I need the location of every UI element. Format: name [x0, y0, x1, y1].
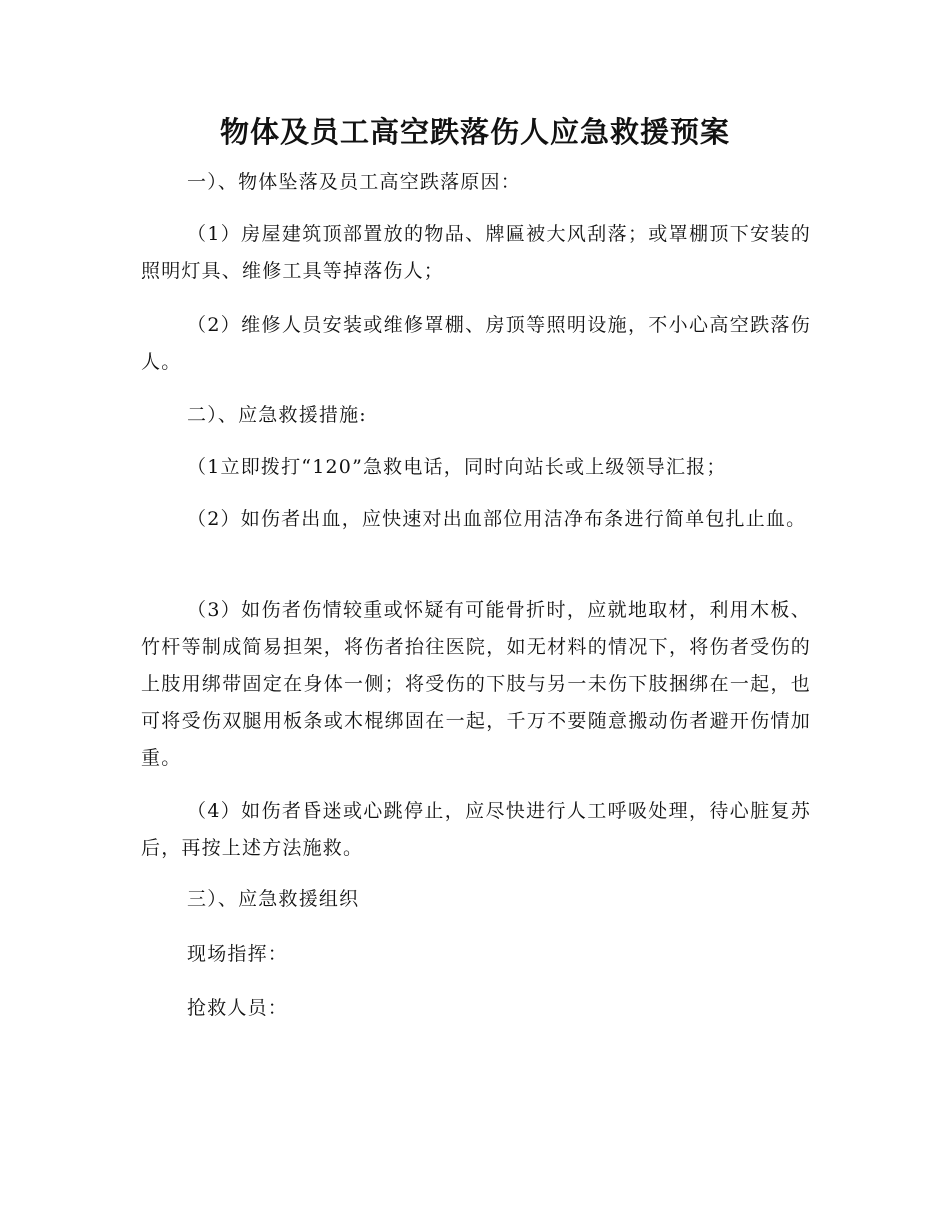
paragraph-measure-2: （2）如伤者出血，应快速对出血部位用洁净布条进行简单包扎止血。: [187, 508, 807, 530]
paragraph-measure-1: （1立即拨打“120”急救电话，同时向站长或上级领导汇报；: [187, 456, 727, 478]
paragraph-measure-4: （4）如伤者昏迷或心跳停止，应尽快进行人工呼吸处理，待心脏复苏后，再按上述方法施救。: [141, 800, 811, 859]
paragraph-measure-3: （3）如伤者伤情较重或怀疑有可能骨折时，应就地取材，利用木板、竹杆等制成简易担架，将伤者抬往医院，如无材料的情况下，将伤者受伤的上肢用绑带固定在身体一侧；将受伤的下肢与另一未伤下肢捆绑在一起，也可将受伤双腿用板条或木棍绑固在一起，千万不要随意搬动伤者避开伤情加重。: [141, 599, 811, 769]
paragraph-cause-1: （1）房屋建筑顶部置放的物品、牌匾被大风刮落；或罩棚顶下安装的照明灯具、维修工具等掉落伤人；: [141, 223, 811, 282]
section-3-heading: 三）、应急救援组织: [187, 888, 360, 910]
section-1-heading: 一）、物体坠落及员工高空跌落原因：: [187, 171, 521, 193]
section-2-heading: 二）、应急救援措施:: [187, 404, 367, 426]
field-site-commander: 现场指挥：: [187, 943, 289, 965]
document-title: 物体及员工高空跌落伤人应急救援预案: [219, 115, 730, 149]
field-rescue-personnel: 抢救人员：: [187, 997, 289, 1019]
paragraph-cause-2: （2）维修人员安装或维修罩棚、房顶等照明设施，不小心高空跌落伤人。: [141, 314, 811, 373]
